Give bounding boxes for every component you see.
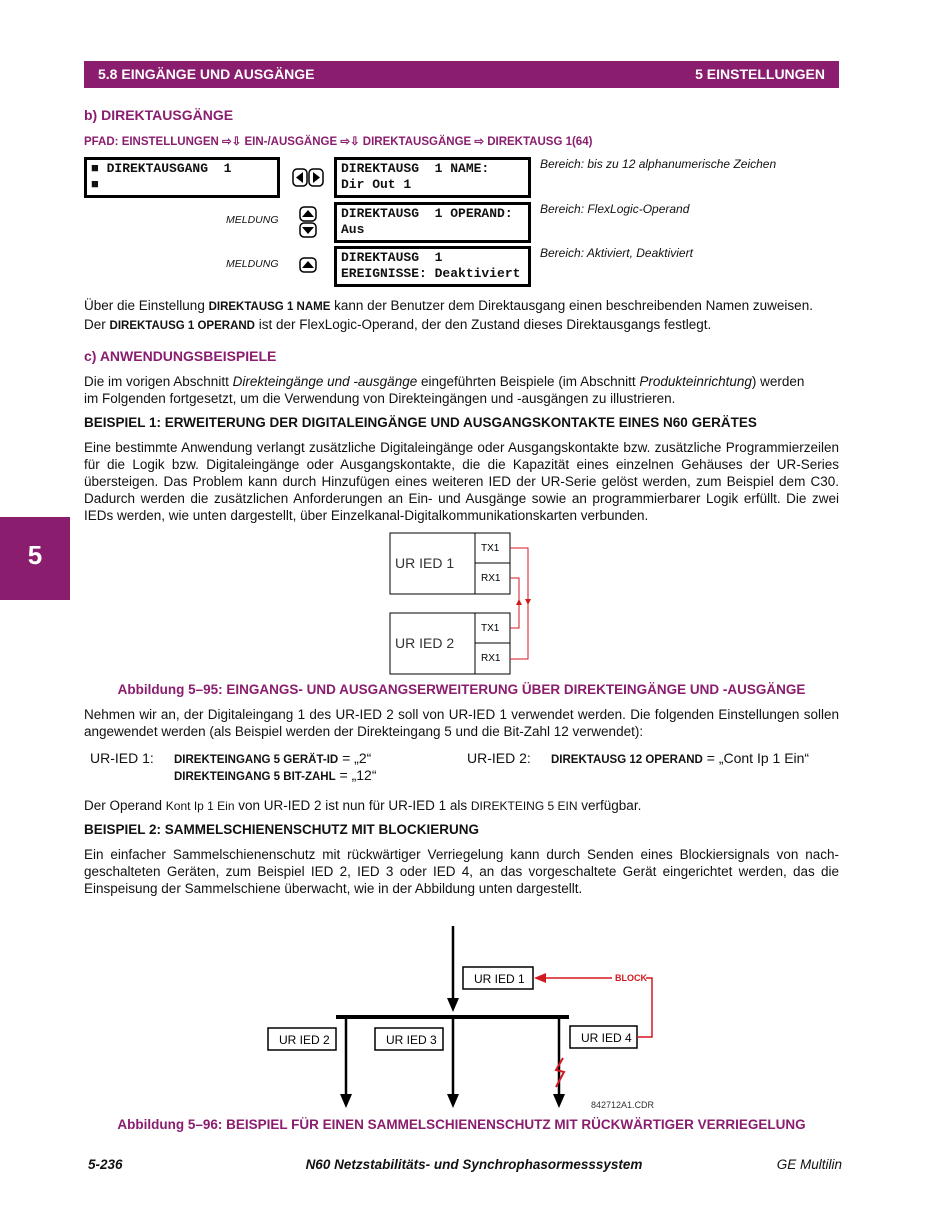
tx1-label: TX1 [481,543,500,554]
ied2-settings-label: UR-IED 2: [467,750,531,766]
text-run: Über die Einstellung [84,298,209,313]
text-run: verfügbar. [577,798,642,813]
display-line: EREIGNISSE: Deaktiviert [341,266,521,281]
example2-text: Ein einfacher Sammelschienenschutz mit rückwärtiger Verriegelung kann durch Senden eines Blockiersignals von nachgeschalteten Geräten, zum Beispiel IED 2, IED 3 oder IED 4, an das vorgeschaltete Gerät eingerichtet werden, das die Einspeisung der Sammelschiene überwacht, wie in der Abbildung unten dargestellt. [84,847,839,896]
range-text: Bereich: Aktiviert, Deaktiviert [540,246,693,260]
message-label: MELDUNG [226,258,279,270]
text-run: kann der Benutzer dem Direktausgang einen beschreibenden Namen zuweisen. [330,298,813,313]
paragraph-assumption: Nehmen wir an, der Digitaleingang 1 des UR-IED 2 soll von UR-IED 1 verwendet werden. Die folgenden Einstellungen sollen angewendet werden (als Beispiel werden der Direkteingang 5 und die Bit-Zahl 12 verwendet): [84,707,839,739]
text-run: Der Operand [84,798,166,813]
display-line: Aus [341,222,365,237]
paragraph-name-operand [84,297,839,335]
setting-name: DIREKTEINGANG 5 GERÄT-ID [174,754,339,766]
example1-title: BEISPIEL 1: ERWEITERUNG DER DIGITALEINGÄNGE UND AUSGANGSKONTAKTE EINES N60 GERÄTES [84,415,757,430]
left-right-keys-icon [292,168,324,188]
arrow-down-icon [525,599,531,605]
text-run: im Folgenden fortgesetzt, um die Verwendung von Direkteingängen und -ausgängen zu illustrieren. [84,391,676,406]
arrow-up-icon [516,599,522,605]
setting-name: DIREKTEINGANG 5 BIT-ZAHL [174,771,336,783]
ied1-settings-label: UR-IED 1: [90,750,154,766]
up-key-icon [299,257,317,273]
text-run: Die im vorigen Abschnitt [84,374,233,389]
chapter-tab: 5 [0,517,70,600]
text-run: Produkteinrichtung [639,374,752,389]
ied3-label: UR IED 3 [386,1033,437,1047]
ied1-label: UR IED 1 [395,555,455,571]
drawing-code: 842712A1.CDR [591,1100,655,1110]
operand-name: Kont Ip 1 Ein [165,799,235,813]
ied2-setting-1 [551,750,809,766]
display-line: DIREKTAUSG 1 NAME: [341,161,490,176]
text-run: eingeführten Beispiele (im Abschnitt [417,374,640,389]
menu-main-display [84,157,280,198]
arrow-down-icon [447,1094,459,1108]
footer-title: N60 Netzstabilitäts- und Synchrophasormesssystem [305,1157,643,1172]
figure-bus-blocking [260,920,680,1115]
up-down-keys-icon [299,206,317,238]
rx1-label: RX1 [481,653,501,664]
setting-value: = „12“ [335,767,377,783]
setting-name: DIREKTAUSG 1 OPERAND [109,320,255,332]
ied2-label: UR IED 2 [395,635,455,651]
text-run: ist der FlexLogic-Operand, der den Zustand dieses Direktausgangs festlegt. [254,317,712,332]
setting-name: DIREKTAUSG 12 OPERAND [551,754,703,766]
settings-path: PFAD: EINSTELLUNGEN ⇨⇩ EIN-/AUSGÄNGE ⇨⇩ DIREKTAUSGÄNGE ⇨ DIREKTAUSG 1(64) [84,136,593,148]
setting-name: DIREKTAUSG 1 NAME [208,301,331,313]
menu-main-line2: ■ [91,177,99,192]
menu-main-line1: ■ DIREKTAUSGANG 1 [91,161,232,176]
ied4-label: UR IED 4 [581,1031,632,1045]
text-run: Direkteingänge und -ausgänge [232,374,418,389]
rx1-label: RX1 [481,573,501,584]
menu-display-operand [334,202,531,243]
setting-value: = „2“ [338,750,372,766]
arrow-down-icon [447,998,459,1012]
footer-brand: GE Multilin [776,1157,842,1172]
paragraph-intro [84,373,839,407]
operand-name: DIREKTEING 5 EIN [470,799,578,813]
block-signal-line [637,978,652,1037]
section-title-b: b) DIREKTAUSGÄNGE [84,107,234,123]
setting-value: = „Cont Ip 1 Ein“ [702,750,810,766]
menu-display-name [334,157,531,198]
arrow-left-icon [534,973,546,983]
figure-io-expansion [385,528,545,678]
figure-95-caption: Abbildung 5–95: EINGANGS- UND AUSGANGSERWEITERUNG ÜBER DIREKTEINGÄNGE UND -AUSGÄNGE [117,682,806,697]
arrow-down-icon [553,1094,565,1108]
page-number: 5-236 [88,1157,123,1172]
ied1-setting-2 [174,767,377,783]
menu-display-events [334,246,531,287]
ied1-setting-1 [174,750,371,766]
example2-title: BEISPIEL 2: SAMMELSCHIENENSCHUTZ MIT BLOCKIERUNG [84,822,480,837]
block-label: BLOCK [615,973,647,983]
text-run: Der [84,317,110,332]
text-run: von UR-IED 2 ist nun für UR-IED 1 als [234,798,471,813]
tx1-label: TX1 [481,623,500,634]
section-title-c: c) ANWENDUNGSBEISPIELE [84,348,277,364]
header-chapter: 5 EINSTELLUNGEN [695,66,825,82]
range-text: Bereich: bis zu 12 alphanumerische Zeichen [540,157,777,171]
example1-text: Eine bestimmte Anwendung verlangt zusätzliche Digitaleingänge oder Ausgangskontakte bzw. zusätzliche Programmierzeilen für die Logik bzw. Digitaleingänge oder Ausgangskontakte, die die Kapazität eines einzelnen Gehäuses der UR-Series übersteigen. Das Problem kann durch Hinzufügen eines weiteren IED der UR-Serie gelöst werden, zum Beispiel dem C30. Dadurch werden die zusätzlichen Anforderungen an Ein- und Ausgänge sowie an programmierbarer Logik erfüllt. Die zwei IEDs werden, wie unten dargestellt, über Einzelkanal-Digitalkommunikationskarten verbunden. [84,440,839,523]
arrow-down-icon [340,1094,352,1108]
header-section: 5.8 EINGÄNGE UND AUSGÄNGE [98,66,315,82]
paragraph-operand-available [84,797,839,815]
page-header [84,61,839,88]
display-line: DIREKTAUSG 1 [341,250,443,265]
display-line: Dir Out 1 [341,177,412,192]
ied1-label: UR IED 1 [474,972,525,986]
display-line: DIREKTAUSG 1 OPERAND: [341,206,513,221]
figure-96-caption: Abbildung 5–96: BEISPIEL FÜR EINEN SAMMELSCHIENENSCHUTZ MIT RÜCKWÄRTIGER VERRIEGELUNG [117,1117,806,1132]
range-text: Bereich: FlexLogic-Operand [540,202,690,216]
ied2-label: UR IED 2 [279,1033,330,1047]
text-run: ) werden [751,374,805,389]
message-label: MELDUNG [226,214,279,226]
